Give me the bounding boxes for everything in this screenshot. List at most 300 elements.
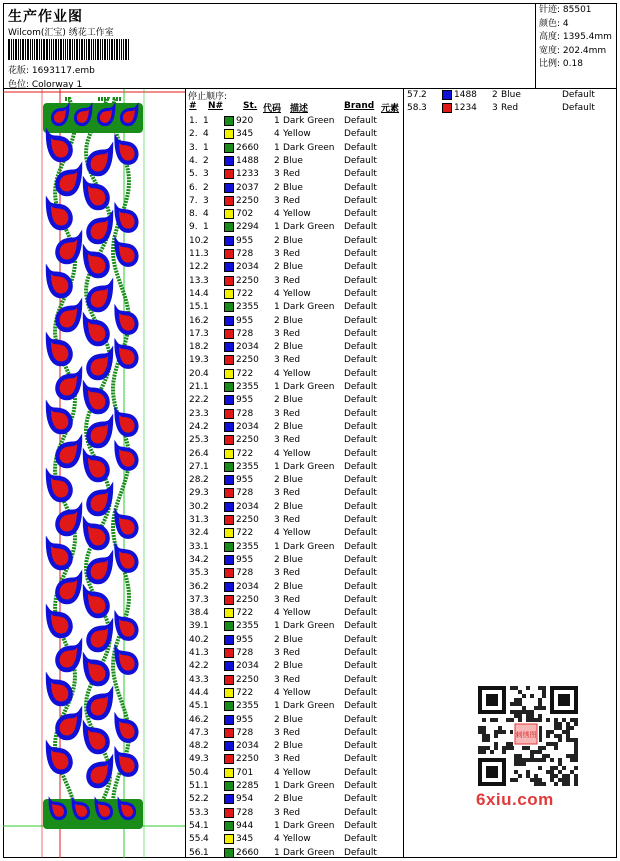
color-swatch	[224, 276, 234, 286]
stop-brand: Default	[344, 142, 377, 153]
stop-color-number: 2	[274, 794, 280, 805]
color-swatch	[224, 768, 234, 778]
stop-description: Blue	[283, 475, 303, 486]
stop-row	[186, 315, 404, 328]
stop-description: Red	[283, 515, 301, 525]
stop-row	[186, 687, 404, 700]
color-swatch	[224, 156, 234, 166]
stop-needle: 2	[203, 235, 209, 246]
stop-code: 2034	[236, 262, 259, 273]
stop-description: Red	[283, 754, 301, 765]
stop-needle: 2	[203, 182, 209, 193]
stop-index: 19.	[189, 355, 204, 366]
stop-brand: Default	[344, 342, 377, 353]
stop-color-number: 2	[274, 342, 280, 353]
stop-row	[186, 235, 404, 248]
stop-color-number: 2	[274, 315, 280, 326]
stop-brand: Default	[344, 807, 377, 818]
stop-color-number: 1	[274, 541, 280, 552]
stop-index: 20.	[189, 368, 204, 379]
stop-code: 1233	[236, 169, 259, 180]
stop-color-number: 4	[274, 288, 280, 299]
paisley-motif	[85, 522, 108, 549]
stop-needle: 1	[203, 621, 209, 632]
stop-row	[186, 408, 404, 421]
stop-description: Blue	[283, 262, 303, 273]
stop-row	[186, 807, 404, 820]
color-swatch	[224, 302, 234, 312]
stop-description: Dark Green	[283, 302, 335, 313]
stop-color-number: 4	[274, 608, 280, 619]
stop-index: 24.	[189, 421, 204, 432]
paisley-motif	[48, 338, 71, 365]
color-swatch	[224, 475, 234, 485]
stop-brand: Default	[344, 408, 377, 419]
stop-color-number: 2	[274, 182, 280, 193]
stop-index: 34.	[189, 554, 204, 565]
stop-color-number: 2	[274, 714, 280, 725]
stop-row	[186, 527, 404, 540]
stop-description: Blue	[283, 395, 303, 406]
stop-index: 33.	[189, 541, 204, 552]
stop-code: 2034	[236, 581, 259, 592]
stop-index: 56.	[189, 847, 204, 858]
paisley-motif	[88, 284, 111, 311]
color-swatch	[224, 289, 234, 299]
paisley-motif	[116, 717, 137, 741]
stop-brand: Default	[344, 262, 377, 273]
stop-row	[186, 474, 404, 487]
stop-code: 722	[236, 368, 254, 379]
stop-code: 2034	[236, 501, 259, 512]
stop-color-number: 2	[274, 421, 280, 432]
stop-code: 722	[236, 608, 254, 619]
stop-needle: 1	[203, 781, 209, 791]
stop-description: Dark Green	[283, 621, 335, 632]
stat-height: 高度: 1395.4mm	[539, 32, 612, 42]
stop-row	[186, 501, 404, 514]
stop-description: Red	[283, 195, 301, 206]
stop-description: Red	[283, 807, 301, 818]
stop-code: 722	[236, 448, 254, 459]
stop-index: 7.	[189, 195, 198, 206]
paisley-motif	[88, 760, 111, 787]
stop-row	[186, 381, 404, 394]
stop-color-number: 3	[274, 275, 280, 286]
stop-needle: 3	[203, 594, 209, 605]
color-swatch	[224, 462, 234, 472]
stop-needle: 3	[203, 195, 209, 206]
stop-code: 728	[236, 328, 254, 339]
stop-brand: Default	[344, 288, 377, 299]
stop-index: 39.	[189, 621, 204, 632]
color-swatch	[224, 342, 234, 352]
stop-color-number: 4	[274, 368, 280, 379]
stop-description: Red	[283, 568, 301, 579]
stop-index: 12.	[189, 262, 204, 273]
stop-description: Blue	[283, 634, 303, 645]
stop-index: 43.	[189, 674, 204, 685]
stop-row	[186, 660, 404, 673]
stop-code: 702	[236, 209, 254, 220]
stop-description: Dark Green	[283, 847, 335, 858]
stop-needle: 2	[203, 661, 209, 672]
stop-code: 2034	[236, 421, 259, 432]
stop-code: 2250	[236, 754, 259, 765]
paisley-motif	[85, 250, 108, 277]
stop-brand: Default	[344, 488, 377, 499]
stop-index: 4.	[189, 155, 198, 166]
stop-needle: 3	[203, 488, 209, 499]
stop-description: Yellow	[283, 129, 311, 140]
stop-needle: 2	[421, 90, 427, 100]
stop-index: 27.	[189, 461, 204, 472]
stop-index: 10.	[189, 235, 204, 246]
stop-index: 54.	[189, 820, 204, 831]
stop-color-number: 3	[274, 435, 280, 446]
color-swatch	[224, 449, 234, 459]
stop-needle: 4	[203, 209, 209, 220]
stop-description: Yellow	[283, 448, 311, 459]
color-swatch	[224, 621, 234, 631]
paisley-motif	[85, 658, 108, 685]
stop-row	[186, 753, 404, 766]
stop-brand: Default	[344, 714, 377, 725]
stop-needle: 2	[203, 262, 209, 273]
stop-description: Red	[283, 435, 301, 446]
stop-needle: 3	[203, 355, 209, 366]
stop-description: Blue	[283, 714, 303, 725]
stop-description: Red	[283, 169, 301, 180]
stop-color-number: 3	[274, 195, 280, 206]
stop-code: 701	[236, 767, 254, 778]
stop-needle: 4	[203, 368, 209, 379]
stop-description: Red	[283, 249, 301, 259]
stop-code: 955	[236, 554, 254, 565]
stop-row	[186, 607, 404, 620]
stop-color-number: 4	[274, 129, 280, 140]
column-headers	[186, 101, 404, 113]
stop-needle: 3	[203, 515, 209, 525]
stop-needle: 4	[203, 687, 209, 698]
stop-description: Red	[283, 408, 301, 419]
stop-description: Yellow	[283, 767, 311, 778]
stop-needle: 1	[203, 541, 209, 552]
paisley-motif	[57, 236, 80, 263]
stop-code: 1234	[454, 103, 477, 114]
stop-index: 8.	[189, 209, 198, 220]
stop-index: 45.	[189, 701, 204, 712]
color-swatch	[224, 834, 234, 844]
stop-row	[186, 354, 404, 367]
stop-row	[186, 221, 404, 234]
stop-code: 2034	[236, 661, 259, 672]
stop-brand: Default	[344, 608, 377, 619]
stop-needle: 1	[203, 820, 209, 831]
stop-brand: Default	[562, 90, 595, 100]
stop-brand: Default	[344, 687, 377, 698]
paisley-motif	[48, 542, 71, 569]
stop-needle: 1	[203, 847, 209, 858]
stop-color-number: 2	[274, 634, 280, 645]
stop-index: 25.	[189, 435, 204, 446]
stop-description: Blue	[283, 554, 303, 565]
stop-color-number: 3	[274, 568, 280, 579]
stop-brand: Default	[344, 767, 377, 778]
stop-color-number: 1	[274, 847, 280, 858]
color-swatch	[224, 661, 234, 671]
stop-code: 955	[236, 475, 254, 486]
stop-needle: 1	[203, 701, 209, 712]
stop-code: 728	[236, 488, 254, 499]
stop-index: 36.	[189, 581, 204, 592]
paisley-motif	[116, 139, 137, 163]
paisley-motif	[88, 420, 111, 447]
stop-needle: 3	[203, 435, 209, 446]
paisley-motif	[116, 615, 137, 639]
stat-scale: 比例: 0.18	[539, 59, 583, 69]
stop-color-number: 2	[274, 554, 280, 565]
stop-index: 35.	[189, 568, 204, 579]
paisley-motif	[88, 148, 111, 175]
stop-brand: Default	[344, 169, 377, 180]
stop-brand: Default	[344, 302, 377, 313]
stop-brand: Default	[344, 794, 377, 805]
color-swatch	[224, 542, 234, 552]
paisley-motif	[57, 712, 80, 739]
stop-brand: Default	[344, 701, 377, 712]
stop-row	[404, 102, 620, 115]
stop-row	[186, 567, 404, 580]
stop-color-number: 3	[274, 594, 280, 605]
stop-brand: Default	[344, 461, 377, 472]
color-swatch	[224, 821, 234, 831]
stop-brand: Default	[344, 727, 377, 738]
color-swatch	[224, 595, 234, 605]
paisley-motif	[57, 644, 80, 671]
stop-code: 728	[236, 727, 254, 738]
stop-color-number: 3	[274, 355, 280, 366]
color-swatch	[224, 409, 234, 419]
stop-code: 728	[236, 249, 254, 259]
stop-index: 41.	[189, 648, 204, 658]
stop-code: 345	[236, 129, 254, 140]
color-swatch	[224, 648, 234, 658]
stop-index: 21.	[189, 382, 204, 392]
color-swatch	[224, 382, 234, 392]
stop-code: 920	[236, 116, 254, 126]
stop-color-number: 3	[274, 648, 280, 658]
stop-brand: Default	[344, 754, 377, 765]
stop-code: 2355	[236, 541, 259, 552]
stop-index: 47.	[189, 727, 204, 738]
paisley-motif	[48, 202, 71, 229]
stat-width: 宽度: 202.4mm	[539, 45, 607, 56]
stop-row	[186, 261, 404, 274]
stop-row	[186, 448, 404, 461]
stop-brand: Default	[344, 235, 377, 246]
stop-description: Red	[283, 727, 301, 738]
paisley-motif	[116, 547, 137, 571]
stop-description: Yellow	[283, 608, 311, 619]
company-name: Wilcom(汇宝) 绣花工作室	[8, 28, 114, 38]
color-swatch	[224, 568, 234, 578]
stop-row	[186, 248, 404, 261]
stop-color-number: 2	[274, 395, 280, 406]
paisley-motif	[48, 474, 71, 501]
stop-color-number: 1	[274, 116, 280, 126]
stop-description: Blue	[283, 741, 303, 752]
paisley-motif	[116, 241, 137, 265]
stop-description: Yellow	[283, 209, 311, 220]
stop-color-number: 3	[274, 328, 280, 339]
stop-brand: Default	[344, 155, 377, 166]
stop-color-number: 1	[274, 621, 280, 632]
stop-brand: Default	[344, 515, 377, 525]
paisley-motif	[48, 746, 71, 773]
stop-row	[186, 634, 404, 647]
stop-needle: 2	[203, 342, 209, 353]
stop-brand: Default	[344, 834, 377, 845]
color-swatch	[224, 715, 234, 725]
stop-row	[186, 820, 404, 833]
stop-description: Dark Green	[283, 781, 335, 791]
stop-index: 31.	[189, 515, 204, 525]
stop-index: 46.	[189, 714, 204, 725]
stop-needle: 3	[203, 754, 209, 765]
paisley-motif	[88, 216, 111, 243]
stop-code: 2294	[236, 222, 259, 233]
design-preview	[3, 89, 186, 858]
color-swatch	[224, 329, 234, 339]
stop-color-number: 3	[274, 674, 280, 685]
stop-description: Blue	[501, 90, 521, 100]
stop-needle: 4	[203, 767, 209, 778]
stop-row	[186, 434, 404, 447]
stop-needle: 1	[203, 461, 209, 472]
stop-index: 9.	[189, 222, 198, 233]
stop-code: 2250	[236, 275, 259, 286]
color-swatch	[224, 582, 234, 592]
paisley-motif	[48, 678, 71, 705]
stop-color-number: 1	[274, 302, 280, 313]
stop-brand: Default	[344, 129, 377, 140]
paisley-motif	[85, 454, 108, 481]
stop-row	[186, 421, 404, 434]
stop-description: Blue	[283, 421, 303, 432]
stop-needle: 2	[203, 634, 209, 645]
paisley-motif	[116, 207, 137, 231]
stop-index: 6.	[189, 182, 198, 193]
stop-row	[186, 847, 404, 860]
paisley-motif	[85, 726, 108, 753]
color-swatch	[224, 515, 234, 525]
stop-needle: 3	[421, 103, 427, 114]
color-swatch	[224, 781, 234, 791]
stop-needle: 4	[203, 834, 209, 845]
color-swatch	[224, 262, 234, 272]
stop-code: 2250	[236, 355, 259, 366]
qr-badge-text: 刺绣图	[515, 731, 537, 739]
paisley-motif	[48, 406, 71, 433]
stop-brand: Default	[344, 634, 377, 645]
stop-brand: Default	[344, 661, 377, 672]
stop-row	[186, 208, 404, 221]
stop-row	[186, 288, 404, 301]
paisley-motif	[57, 576, 80, 603]
stop-code: 955	[236, 235, 254, 246]
stop-row	[186, 833, 404, 846]
stop-description: Yellow	[283, 834, 311, 845]
stop-brand: Default	[344, 421, 377, 432]
stop-needle: 3	[203, 408, 209, 419]
stop-brand: Default	[344, 368, 377, 379]
stop-description: Blue	[283, 794, 303, 805]
stop-row	[186, 168, 404, 181]
stop-description: Yellow	[283, 288, 311, 299]
stop-description: Dark Green	[283, 222, 335, 233]
color-swatch	[224, 196, 234, 206]
stop-index: 55.	[189, 834, 204, 845]
stop-description: Red	[283, 275, 301, 286]
stop-color-number: 2	[274, 235, 280, 246]
stop-color-number: 2	[274, 661, 280, 672]
stop-color-number: 2	[492, 90, 498, 100]
stop-code: 722	[236, 687, 254, 698]
stop-index: 18.	[189, 342, 204, 353]
stop-code: 2250	[236, 594, 259, 605]
stop-row	[186, 487, 404, 500]
stop-color-number: 3	[492, 103, 498, 114]
color-swatch	[224, 222, 234, 232]
stop-brand: Default	[344, 195, 377, 206]
stop-description: Red	[283, 488, 301, 499]
color-swatch	[224, 754, 234, 764]
stop-index: 28.	[189, 475, 204, 486]
stop-index: 30.	[189, 501, 204, 512]
stop-code: 2660	[236, 847, 259, 858]
stop-brand: Default	[344, 382, 377, 392]
color-swatch	[224, 794, 234, 804]
stop-description: Red	[283, 355, 301, 366]
stop-color-number: 1	[274, 701, 280, 712]
stop-row	[186, 368, 404, 381]
stop-needle: 2	[203, 395, 209, 406]
stop-code: 2250	[236, 195, 259, 206]
stop-brand: Default	[344, 568, 377, 579]
stop-sequence-panel	[186, 89, 404, 858]
stop-brand: Default	[344, 249, 377, 259]
paisley-motif	[57, 372, 80, 399]
header	[3, 3, 617, 89]
color-swatch	[224, 422, 234, 432]
stop-code: 2355	[236, 621, 259, 632]
stop-brand: Default	[344, 621, 377, 632]
stop-row	[186, 793, 404, 806]
stop-code: 955	[236, 634, 254, 645]
stop-index: 22.	[189, 395, 204, 406]
stop-code: 722	[236, 528, 254, 539]
stop-color-number: 3	[274, 727, 280, 738]
watermark-logo: 6xiu.com	[476, 790, 554, 809]
stop-row	[186, 142, 404, 155]
stop-color-number: 2	[274, 475, 280, 486]
stop-color-number: 4	[274, 209, 280, 220]
stop-needle: 1	[203, 302, 209, 313]
stop-color-number: 4	[274, 448, 280, 459]
paisley-motif	[57, 508, 80, 535]
color-swatch	[224, 502, 234, 512]
